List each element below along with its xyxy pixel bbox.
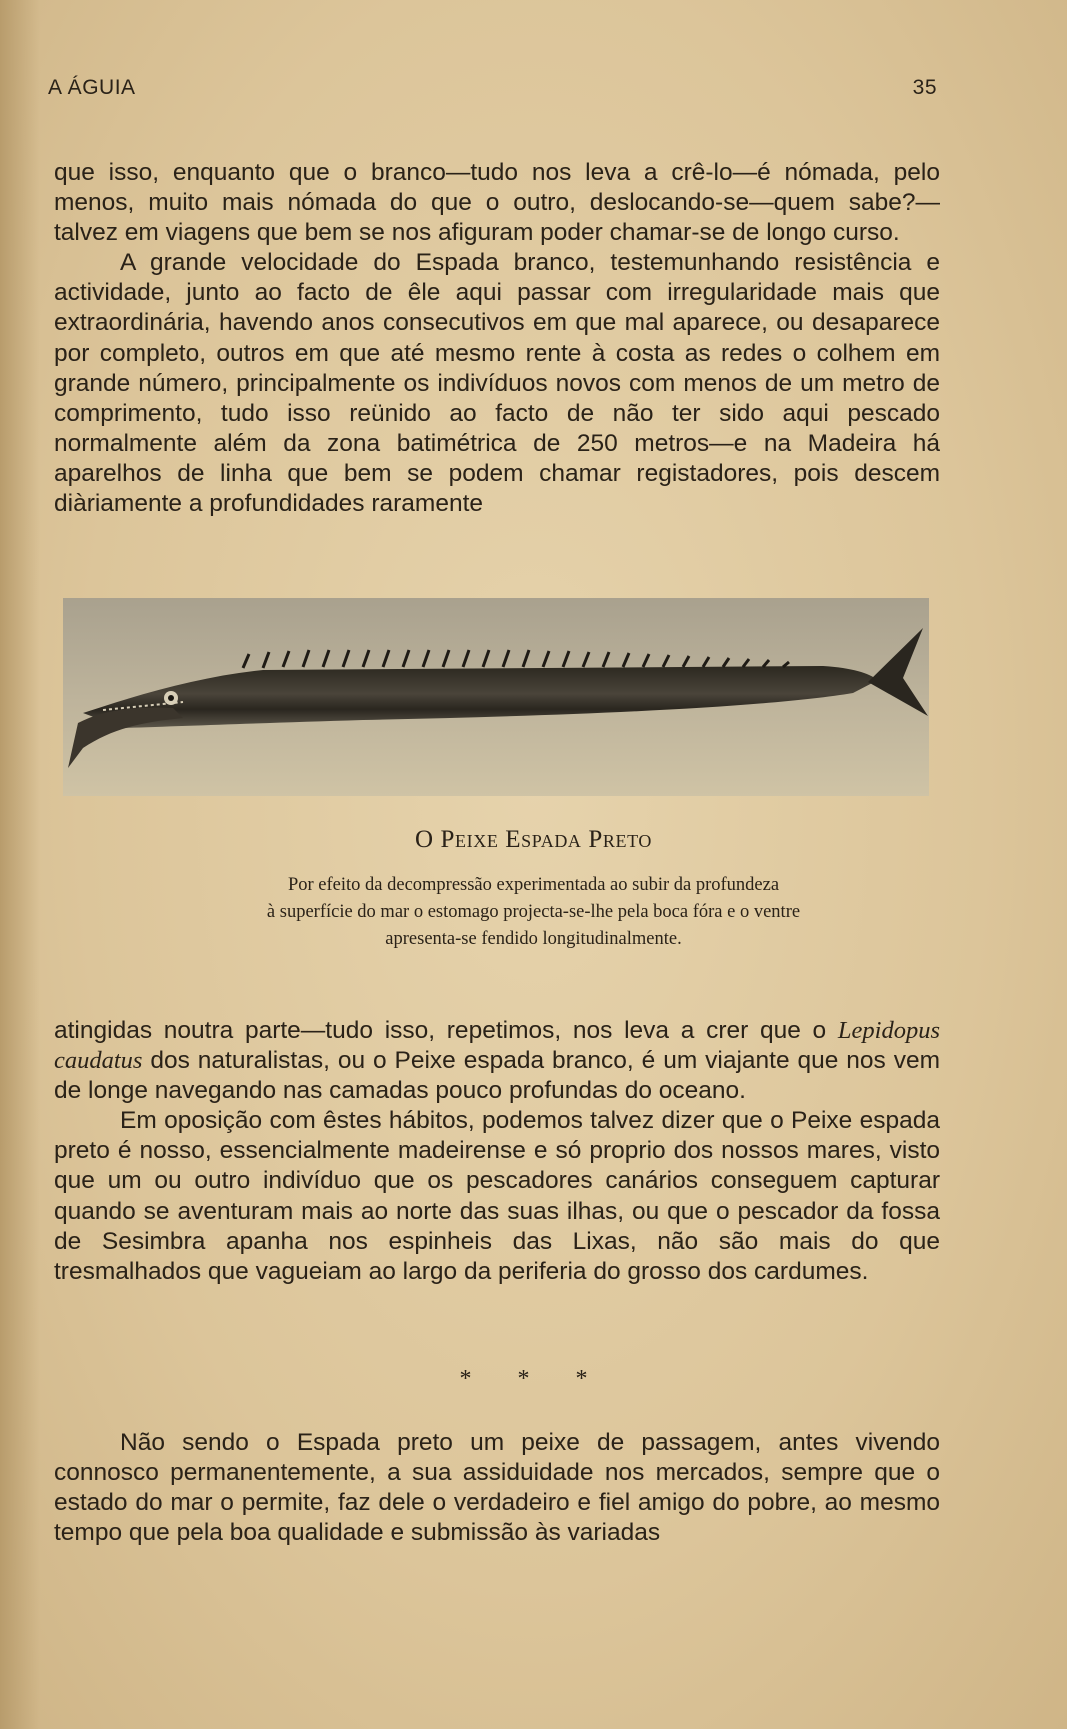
paragraph: Em oposição com êstes hábitos, podemos talvez dizer que o Peixe espada preto é nosso, essencialmente madeirense e só proprio dos nossos mares, visto que um ou outro indivíduo que os pescadores canários conseguem capturar quando se aventuram mais ao norte das suas ilhas, ou que o pescador da fossa de Sesimbra apanha nos espinheis das Lixas, não são mais do que tresmalhados que vagueiam ao largo da periferia do grosso dos cardumes.: [54, 1107, 940, 1285]
text-block-top: [54, 158, 940, 519]
caption-line: apresenta-se fendido longitudinalmente.: [385, 929, 682, 949]
figure-title: [0, 826, 1067, 854]
caption-line: Por efeito da decompressão experimentada ao subir da profundeza: [287, 875, 780, 895]
caption-line: à superfície do mar o estomago projecta-se-lhe pela boca fóra e o ventre: [266, 902, 801, 922]
text-block-middle: [54, 1016, 940, 1287]
fish-photo: [63, 598, 929, 796]
journal-title: A ÁGUIA: [48, 76, 136, 99]
page-number: 35: [912, 76, 937, 99]
paragraph-start: atingidas noutra parte—tudo isso, repetimos, nos leva a crer que o: [54, 1017, 827, 1044]
paragraph: Não sendo o Espada preto um peixe de passagem, antes vivendo connosco permanentemente, a sua assiduidade nos mercados, sempre que o estado do mar o permite, faz dele o verdadeiro e fiel amigo do pobre, ao mesmo tempo que pela boa qualidade e submissão às variadas: [54, 1429, 940, 1547]
paragraph: [54, 1016, 940, 1106]
scientific-name: Lepidopus caudatus: [54, 1017, 940, 1075]
figure-title-article: O: [415, 826, 434, 853]
text-block-bottom: [54, 1428, 940, 1548]
paragraph: A grande velocidade do Espada branco, testemunhando resistência e actividade, junto ao facto de êle aqui passar com irregularidade mais que extraordinária, havendo anos consecutivos em que mal aparece, ou desaparece por completo, outros em que até mesmo rente à costa as redes o colhem em grande número, principalmente os indivíduos novos com menos de um metro de comprimento, tudo isso reünido ao facto de não ter sido aqui pescado normalmente além da zona batimétrica de 250 metros—e na Madeira há aparelhos de linha que bem se podem chamar registadores, pois descem diàriamente a profundidades raramente: [54, 249, 940, 518]
fish-illustration: [63, 598, 929, 796]
running-header: [48, 76, 937, 100]
figure-caption: [120, 872, 947, 953]
paragraph: que isso, enquanto que o branco—tudo nos leva a crê-lo—é nómada, pelo menos, muito mais nómada do que o outro, deslocando-se—quem sabe?—talvez em viagens que bem se nos afiguram poder chamar-se de longo curso.: [54, 159, 940, 247]
figure-title-text: Peixe Espada Preto: [440, 826, 652, 853]
section-separator: * * *: [459, 1366, 608, 1392]
paragraph-end: dos naturalistas, ou o Peixe espada branco, é um viajante que nos vem de longe navegando nas camadas pouco profundas do oceano.: [54, 1047, 940, 1105]
